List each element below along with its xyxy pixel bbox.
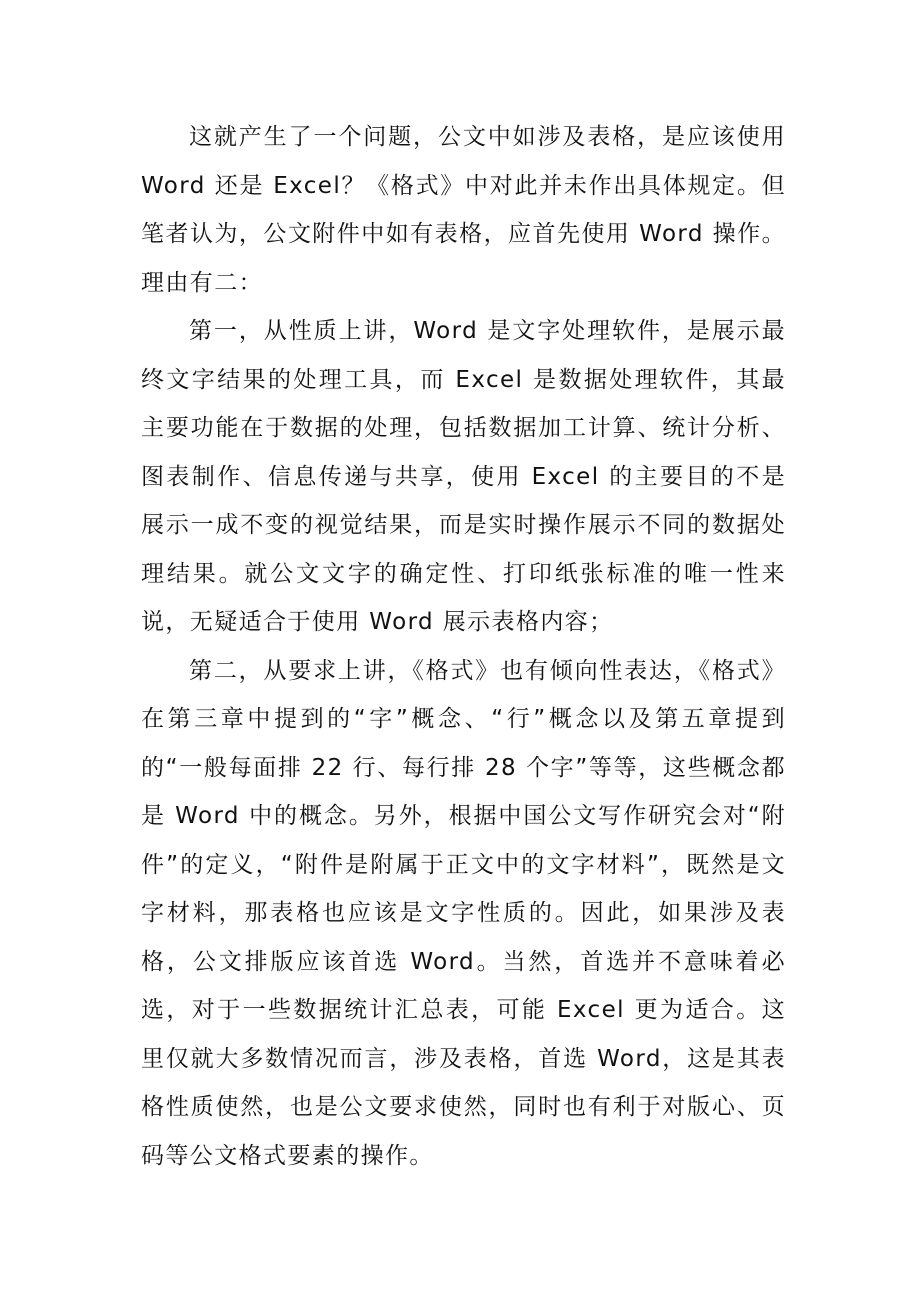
paragraph-reason-two: 第二，从要求上讲，《格式》也有倾向性表达，《格式》在第三章中提到的“字”概念、“行”概念以及第五章提到的“一般每面排 22 行、每行排 28 个字”等等，这些概念都是 Word 中的概念。另外，根据中国公文写作研究会对“附件”的定义，“附件是附属于正文中的文字材料”，既然是文字材料，那表格也应该是文字性质的。因此，如果涉及表格，公文排版应该首选 Word。当然，首选并不意味着必选，对于一些数据统计汇总表，可能 Excel 更为适合。这里仅就大多数情况而言，涉及表格，首选 Word，这是其表格性质使然，也是公文要求使然，同时也有利于对版心、页码等公文格式要素的操作。 <box>141 657 786 1169</box>
paragraph-reason-one: 第一，从性质上讲，Word 是文字处理软件，是展示最终文字结果的处理工具，而 Excel 是数据处理软件，其最主要功能在于数据的处理，包括数据加工计算、统计分析、图表制作、信息传递与共享，使用 Excel 的主要目的不是展示一成不变的视觉结果，而是实时操作展示不同的数据处理结果。就公文文字的确定性、打印纸张标准的唯一性来说，无疑适合于使用 Word 展示表格内容； <box>141 318 786 635</box>
paragraph-intro: 这就产生了一个问题，公文中如涉及表格，是应该使用Word 还是 Excel？《格式》中对此并未作出具体规定。但笔者认为，公文附件中如有表格，应首先使用 Word 操作。理由有二： <box>141 124 786 296</box>
document-body <box>141 113 786 1180</box>
